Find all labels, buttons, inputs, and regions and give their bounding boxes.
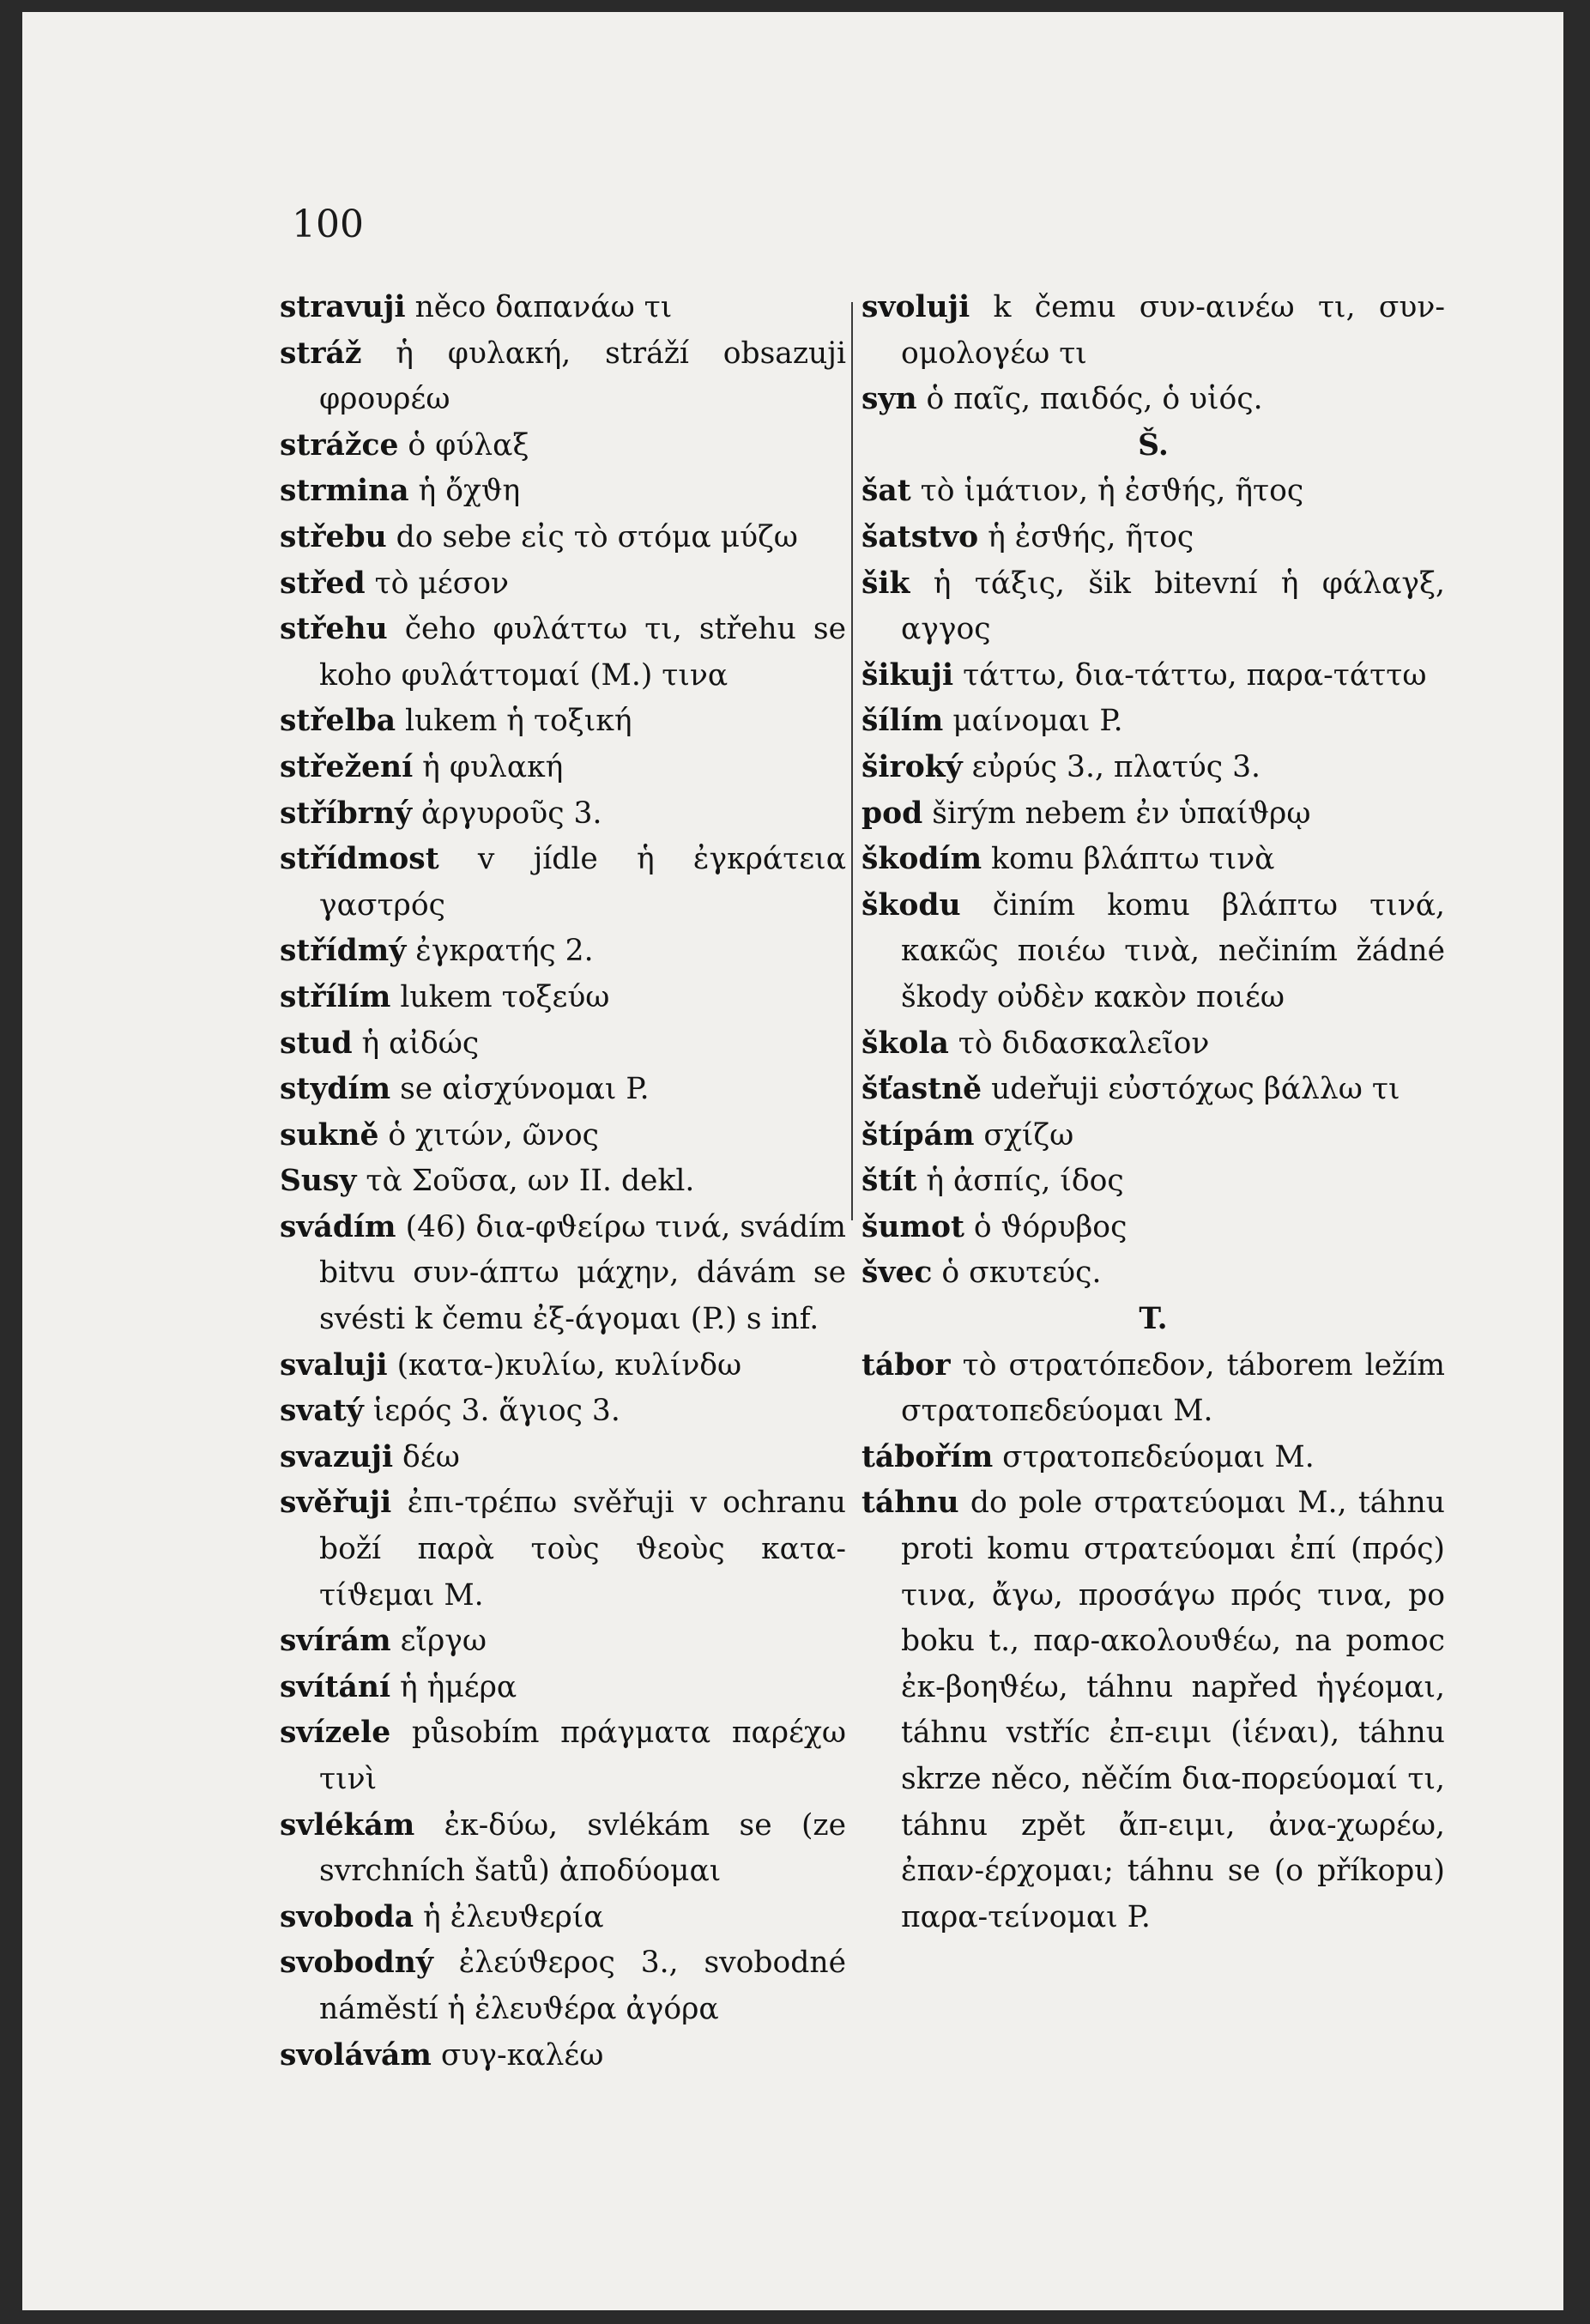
entry-definition: ἡ φυλακή, stráží obsazuji φρουρέω (319, 336, 846, 417)
dictionary-entry (280, 607, 846, 699)
section-letter: T. (1139, 1302, 1168, 1337)
entry-headword: stud (280, 1026, 353, 1061)
entry-definition: ὁ σκυτεύς. (932, 1256, 1102, 1291)
dictionary-entry (280, 1665, 846, 1711)
entry-headword: šumot (862, 1209, 964, 1244)
entry-definition: do pole στρατεύομαι M., táhnu proti komu στρατεύομαι ἐπί (πρός) τινα, ἄγω, προσάγω πρός τινα, po boku t., παρ-ακολουϑέω, na pomoc ἐκ-βοηϑέω, táhnu napřed ἡγέομαι, táhnu vstříc ἐπ-ειμι (ἰέναι), táhnu skrze něco, něčím δια-πορεύομαί τι, táhnu zpět ἄπ-ειμι, ἀνα-χωρέω, ἐπαν-έρχομαι; táhnu se (o příkopu) παρα-τείνομαι P. (901, 1486, 1445, 1934)
dictionary-entry (862, 1113, 1445, 1159)
dictionary-entry (862, 285, 1445, 377)
entry-headword: střehu (280, 612, 388, 647)
dictionary-entry (862, 1205, 1445, 1251)
entry-headword: škodu (862, 887, 961, 923)
entry-headword: syn (862, 382, 917, 417)
dictionary-entry (280, 1159, 846, 1205)
dictionary-entry (862, 699, 1445, 745)
entry-headword: svírám (280, 1624, 391, 1659)
entry-definition: činím komu βλάπτω τινά, κακῶς ποιέω τινὰ, nečiním žádné škody οὐδὲν κακὸν ποιέω (901, 887, 1445, 1014)
entry-definition: στρατοπεδεύομαι M. (993, 1439, 1315, 1474)
entry-headword: táhnu (862, 1486, 959, 1521)
entry-definition: do sebe εἰς τὸ στόμα μύζω (386, 519, 798, 554)
dictionary-entry (280, 975, 846, 1021)
dictionary-entry (280, 1205, 846, 1343)
dictionary-entry (862, 1250, 1445, 1297)
entry-definition: τὸ διδασκαλεῖον (948, 1026, 1210, 1061)
entry-definition: ἐκ-δύω, svlékám se (ze svrchních šatů) ἀποδύομαι (319, 1807, 846, 1889)
entry-headword: svádím (280, 1209, 396, 1244)
entry-headword: šik (862, 566, 910, 601)
page-number: 100 (292, 203, 364, 246)
dictionary-entry (280, 929, 846, 975)
dictionary-entry (280, 1113, 846, 1159)
dictionary-entry (862, 1343, 1445, 1435)
dictionary-entry (862, 1480, 1445, 1940)
entry-headword: štít (862, 1164, 917, 1199)
entry-headword: stráž (280, 336, 362, 371)
dictionary-entry (862, 1021, 1445, 1068)
entry-definition: σχίζω (974, 1117, 1074, 1153)
entry-headword: tábořím (862, 1439, 994, 1474)
dictionary-entry (280, 423, 846, 469)
entry-headword: štípám (862, 1117, 975, 1153)
entry-definition: ὁ παῖς, παιδός, ὁ υἱός. (916, 382, 1263, 417)
entry-definition: čeho φυλάττω τι, střehu se koho φυλάττομαί (M.) τινα (319, 612, 846, 693)
entry-definition: ἐγκρατής 2. (406, 934, 594, 969)
dictionary-entry (862, 653, 1445, 699)
entry-definition: ὁ χιτών, ῶνος (378, 1117, 599, 1153)
entry-headword: šatstvo (862, 519, 979, 554)
entry-definition: ἱερός 3. ἅγιος 3. (363, 1394, 620, 1429)
entry-definition: v jídle ἡ ἐγκράτεια γαστρός (319, 842, 846, 923)
entry-definition: τάττω, δια-τάττω, παρα-τάττω (953, 657, 1427, 693)
entry-definition: k čemu συν-αινέω τι, συν-ομολογέω τι (901, 290, 1445, 371)
entry-headword: škola (862, 1026, 949, 1061)
dictionary-entry (280, 1895, 846, 1941)
entry-headword: šťastně (862, 1072, 982, 1107)
dictionary-entry (280, 837, 846, 929)
dictionary-entry (862, 469, 1445, 515)
entry-definition: udeřuji εὐστόχως βάλλω τι (982, 1072, 1400, 1107)
dictionary-entry (862, 1435, 1445, 1481)
entry-headword: stříbrný (280, 796, 413, 831)
dictionary-entry (862, 515, 1445, 561)
entry-headword: střídmost (280, 842, 439, 877)
entry-headword: svazuji (280, 1439, 394, 1474)
entry-headword: Susy (280, 1164, 357, 1199)
entry-headword: svaluji (280, 1347, 388, 1383)
column-divider (851, 302, 853, 1220)
dictionary-entry (862, 377, 1445, 423)
entry-definition: εὐρύς 3., πλατύς 3. (962, 749, 1261, 784)
entry-headword: střílím (280, 979, 391, 1014)
entry-definition: se αἰσχύνομαι P. (390, 1072, 650, 1107)
dictionary-entry (280, 1940, 846, 2032)
entry-definition: působím πράγματα παρέχω τινὶ (319, 1716, 846, 1796)
entry-headword: škodím (862, 842, 982, 877)
entry-definition: něco δαπανάω τι (405, 290, 673, 324)
entry-definition: τὸ μέσον (365, 566, 509, 601)
entry-headword: střídmý (280, 934, 407, 969)
entry-headword: stydím (280, 1072, 391, 1107)
entry-definition: εἴργω (390, 1624, 487, 1659)
dictionary-entry (280, 331, 846, 423)
entry-headword: svatý (280, 1394, 364, 1429)
entry-definition: ὁ ϑόρυβος (964, 1209, 1128, 1244)
entry-definition: ἀργυροῦς 3. (412, 796, 602, 831)
entry-headword: svobodný (280, 1946, 433, 1981)
dictionary-entry (280, 791, 846, 838)
entry-headword: střežení (280, 749, 414, 784)
dictionary-entry (280, 745, 846, 791)
section-letter: Š. (1138, 427, 1169, 463)
entry-definition: (κατα-)κυλίω, κυλίνδω (387, 1347, 742, 1383)
dictionary-entry (862, 745, 1445, 791)
dictionary-entry (862, 883, 1445, 1021)
dictionary-entry (280, 1619, 846, 1665)
entry-definition: ἡ αἰδώς (352, 1026, 480, 1061)
entry-headword: svítání (280, 1669, 391, 1704)
entry-definition: komu βλάπτω τινὰ (982, 842, 1275, 877)
entry-definition: ὁ φύλαξ (398, 427, 529, 463)
dictionary-entry (280, 1803, 846, 1895)
entry-definition: lukem τοξεύω (390, 979, 610, 1014)
entry-definition: ἡ τάξις, šik bitevní ἡ φάλαγξ, αγγος (901, 566, 1445, 647)
entry-definition: τὸ στρατόπεδον, táborem ležím στρατοπεδεύομαι M. (901, 1347, 1445, 1429)
dictionary-entry (280, 469, 846, 515)
entry-headword: svolávám (280, 2037, 432, 2073)
entry-headword: šikuji (862, 657, 954, 693)
entry-headword: šílím (862, 704, 944, 739)
entry-definition: ἡ ἀσπίς, ίδος (916, 1164, 1124, 1199)
entry-definition: lukem ἡ τοξική (396, 704, 632, 739)
dictionary-entry (280, 1067, 846, 1113)
left-column (280, 285, 846, 2079)
entry-headword: strážce (280, 427, 399, 463)
dictionary-entry (280, 1021, 846, 1068)
entry-definition: τὸ ἱμάτιον, ἡ ἐσϑής, ῆτος (910, 474, 1304, 509)
entry-headword: svoluji (862, 290, 970, 324)
entry-definition: ἐλεύϑερος 3., svobodné náměstí ἡ ἐλευϑέρα ἀγόρα (319, 1946, 846, 2026)
entry-definition: ἐπι-τρέπω svěřuji v ochranu boží παρὰ τοὺς ϑεοὺς κατα-τίϑεμαι M. (319, 1486, 846, 1613)
entry-definition: ἡ ὄχϑη (408, 474, 521, 509)
entry-headword: svlékám (280, 1807, 415, 1843)
dictionary-entry (280, 1343, 846, 1389)
dictionary-entry (862, 1159, 1445, 1205)
entry-headword: pod (862, 796, 923, 831)
dictionary-entry (862, 1067, 1445, 1113)
entry-headword: střed (280, 566, 366, 601)
dictionary-entry (280, 699, 846, 745)
entry-headword: stravuji (280, 290, 406, 324)
entry-definition: ἡ φυλακή (413, 749, 564, 784)
entry-definition: ἡ ἡμέρα (390, 1669, 517, 1704)
entry-headword: strmina (280, 474, 409, 509)
dictionary-entry (280, 1389, 846, 1435)
dictionary-entry (862, 791, 1445, 838)
dictionary-entry (280, 1710, 846, 1802)
entry-headword: šat (862, 474, 911, 509)
entry-headword: svěřuji (280, 1486, 392, 1521)
entry-headword: švec (862, 1256, 933, 1291)
book-page (22, 12, 1563, 2310)
entry-definition: ἡ ἐσϑής, ῆτος (978, 519, 1194, 554)
dictionary-entry (280, 285, 846, 331)
entry-definition: δέω (393, 1439, 460, 1474)
entry-definition: μαίνομαι P. (943, 704, 1123, 739)
entry-definition: ἡ ἐλευϑερία (414, 1899, 604, 1934)
right-column (862, 285, 1445, 1940)
dictionary-entry (280, 2033, 846, 2079)
dictionary-entry (280, 561, 846, 608)
entry-headword: široký (862, 749, 963, 784)
dictionary-entry (862, 561, 1445, 653)
entry-definition: (46) δια-φϑείρω τινά, svádím bitvu συν-άπτω μάχην, dávám se svésti k čemu ἐξ-άγομαι (P.) s inf. (319, 1209, 846, 1337)
dictionary-entry (862, 837, 1445, 883)
entry-headword: tábor (862, 1347, 951, 1383)
dictionary-entry (280, 1435, 846, 1481)
dictionary-entry (280, 1480, 846, 1619)
entry-headword: střelba (280, 704, 396, 739)
entry-definition: širým nebem ἐν ὑπαίϑρῳ (922, 796, 1311, 831)
entry-headword: střebu (280, 519, 387, 554)
entry-headword: svoboda (280, 1899, 414, 1934)
entry-definition: συγ-καλέω (431, 2037, 604, 2073)
dictionary-entry (280, 515, 846, 561)
entry-definition: τὰ Σοῦσα, ων II. dekl. (356, 1164, 695, 1199)
entry-headword: svízele (280, 1716, 391, 1751)
entry-headword: sukně (280, 1117, 379, 1153)
